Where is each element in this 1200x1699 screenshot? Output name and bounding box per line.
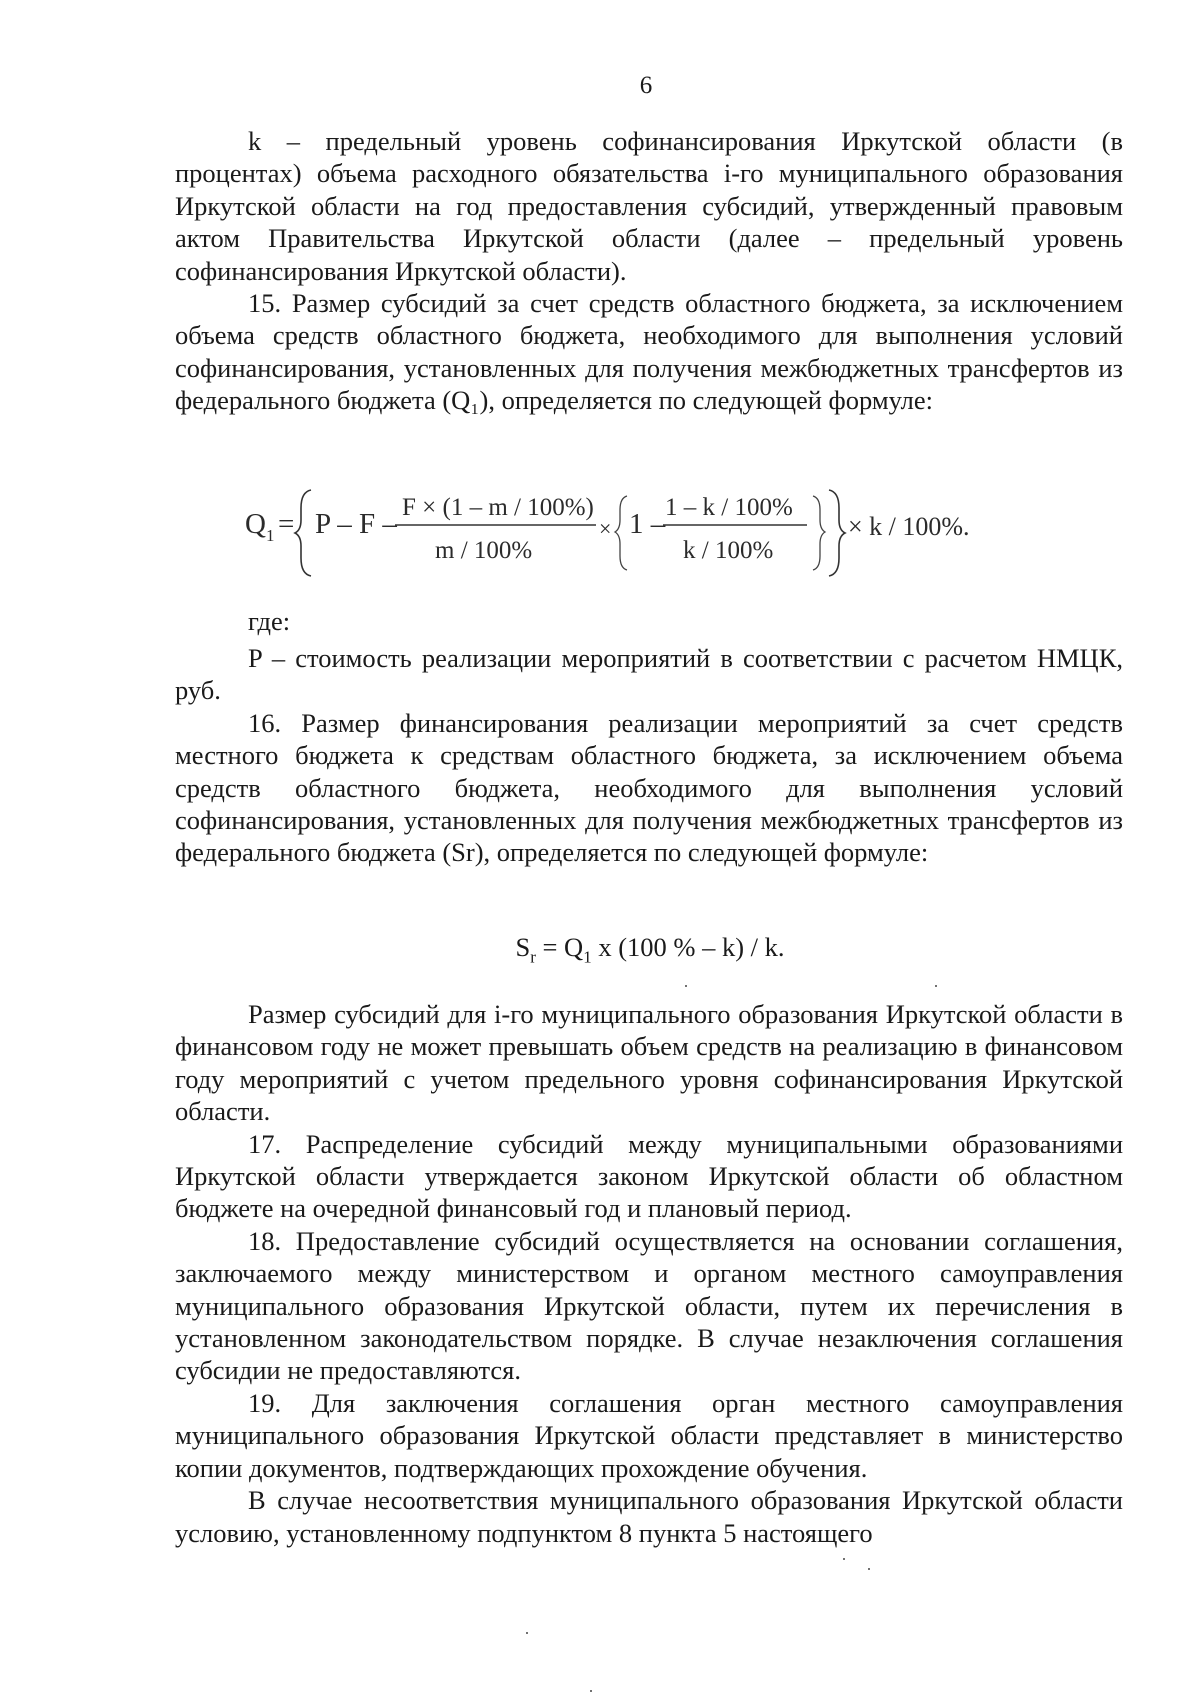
scan-speck <box>526 1632 528 1634</box>
paragraph-19: 19. Для заключения соглашения орган местного самоуправления муниципального образования Иркутской области представляет в министерство копии документов, подтверждающих прохождение обучения. <box>175 1387 1123 1483</box>
paragraph-18: 18. Предоставление субсидий осуществляется на основании соглашения, заключаемого между министерством и органом местного самоуправления муниципального образования Иркутской области, путем их перечисления в установленном законодательством порядке. В случае незаключения соглашения субсидии не предоставляются. <box>175 1225 1123 1386</box>
formula-sr-rhs-a: = Q <box>535 932 584 962</box>
paragraph-p-definition: P – стоимость реализации мероприятий в соответствии с расчетом НМЦК, руб. <box>175 643 1123 706</box>
scan-speck <box>868 1568 870 1570</box>
formula-q1 <box>245 478 1085 588</box>
frac1-numerator: F × (1 – m / 100%) <box>402 494 594 521</box>
brace-right-inner <box>813 496 825 570</box>
scan-speck <box>590 1690 592 1692</box>
where-label: где: <box>248 606 291 636</box>
formula-eq: = <box>278 508 295 540</box>
formula-lhs: Q <box>245 508 266 540</box>
formula-q1-svg <box>245 478 1085 588</box>
body-text-mid <box>175 642 1123 869</box>
body-text-top <box>175 125 1123 417</box>
scan-speck <box>935 985 937 987</box>
formula-lhs-sub: 1 <box>266 526 275 545</box>
frac1-denominator: m / 100% <box>435 537 533 564</box>
page-number: 6 <box>639 72 653 99</box>
formula-sr-rhs-b: x (100 % – k) / k. <box>591 932 785 962</box>
brace-left-outer <box>295 490 311 576</box>
brace-right-outer <box>829 490 845 576</box>
formula-sr-lhs-sub: r <box>530 947 536 967</box>
formula-sr <box>0 932 1200 967</box>
formula-sr-lhs: S <box>515 932 531 962</box>
scan-speck <box>685 985 687 987</box>
formula-one-minus: 1 – <box>629 508 666 540</box>
paragraph-subsidy-limit: Размер субсидий для i-го муниципального образования Иркутской области в финансовом году не может превышать объем средств на реализацию в финансовом году мероприятий с учетом предельного уровня софинансирования Иркутской области. <box>175 999 1123 1127</box>
frac2-numerator: 1 – k / 100% <box>665 494 793 521</box>
paragraph-k-definition: k – предельный уровень софинансирования Иркутской области (в процентах) объема расходного обязательства i-го муниципального образования Иркутской области на год предоставления субсидий, утвержденный правовым актом Правительства Иркутской области (далее – предельный уровень софинансирования Иркутской области). <box>175 126 1123 286</box>
paragraph-16: 16. Размер финансирования реализации мероприятий за счет средств местного бюджета к средствам областного бюджета, за исключением объема средств областного бюджета, необходимого для выполнения условий софинансирования, установленных для получения межбюджетных трансфертов из федерального бюджета (Sr), определяется по следующей формуле: <box>175 707 1123 868</box>
frac2-denominator: k / 100% <box>683 537 774 564</box>
scan-speck <box>843 1558 845 1560</box>
formula-term1: P – F – <box>315 508 397 540</box>
formula-tail: × k / 100%. <box>848 512 970 541</box>
paragraph-noncompliance: В случае несоответствия муниципального образования Иркутской области условию, установленному подпунктом 8 пункта 5 настоящего <box>175 1485 1123 1548</box>
paragraph-17: 17. Распределение субсидий между муниципальными образованиями Иркутской области утверждается законом Иркутской области об областном бюджете на очередной финансовый год и плановый период. <box>175 1128 1123 1224</box>
formula-times1: × <box>599 516 612 541</box>
formula-sr-rhs-sub: 1 <box>583 947 592 967</box>
brace-left-inner <box>615 496 627 570</box>
paragraph-15: 15. Размер субсидий за счет средств областного бюджета, за исключением объема средств областного бюджета, необходимого для выполнения условий софинансирования, установленных для получения межбюджетных трансфертов из федерального бюджета (Q₁), определяется по следующей формуле: <box>175 288 1123 416</box>
body-text-bottom <box>175 998 1123 1549</box>
